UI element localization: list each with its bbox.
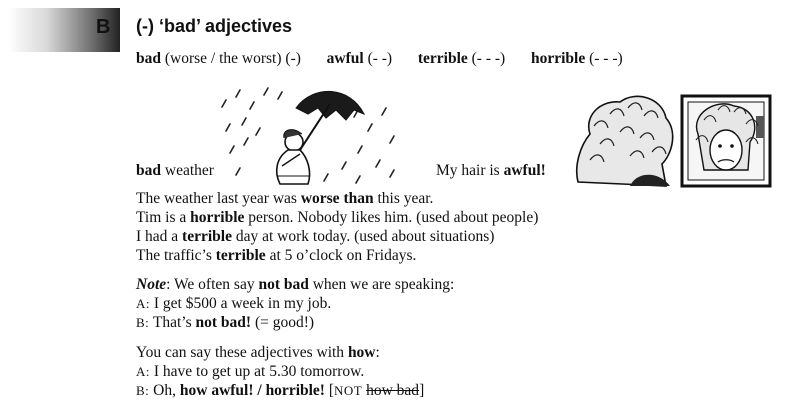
- how-line: [136, 343, 424, 362]
- dialogue-line-a: [136, 294, 454, 313]
- caption-hair-awful: [436, 161, 546, 180]
- speaker-label: B:: [136, 383, 150, 398]
- how-bold: how: [347, 344, 376, 361]
- sentence-bold: worse than: [300, 190, 374, 207]
- dialogue-text: Oh,: [149, 382, 180, 399]
- scale-word: terrible: [417, 50, 468, 67]
- section-title: (-) ‘bad’ adjectives: [136, 16, 293, 36]
- example-sentences: [136, 189, 538, 265]
- struck-phrase: how bad: [366, 382, 420, 399]
- sentence-text: The traffic’s: [136, 247, 216, 264]
- example-sentence: [136, 208, 538, 227]
- scale-note: (- - -): [589, 50, 623, 67]
- sentence-text: this year.: [373, 190, 434, 207]
- dialogue-text: That’s: [149, 314, 196, 331]
- bracket: [: [324, 382, 335, 399]
- bad-hair-illustration: [570, 86, 776, 190]
- scale-word: awful: [326, 50, 364, 67]
- how-text: :: [375, 344, 380, 361]
- scale-word: bad: [136, 50, 161, 67]
- scale-note: (worse / the worst) (-): [164, 50, 301, 67]
- dialogue-line-b: [136, 313, 454, 332]
- scale-note: (- - -): [471, 50, 506, 67]
- caption-text: weather: [161, 162, 214, 179]
- sentence-text: day at work today. (used about situations): [231, 228, 495, 245]
- note-text: : We often say: [166, 276, 259, 293]
- sentence-text: person. Nobody likes him. (used about people): [244, 209, 539, 226]
- sentence-bold: horrible: [190, 209, 245, 226]
- dialogue-line-b: [136, 381, 424, 400]
- sentence-bold: terrible: [215, 247, 266, 264]
- sentence-text: I had a: [136, 228, 183, 245]
- caption-bold: awful!: [503, 162, 546, 179]
- sentence-text: The weather last year was: [136, 190, 301, 207]
- dialogue-text: (= good!): [251, 314, 315, 331]
- sentence-bold: terrible: [182, 228, 232, 245]
- sentence-text: at 5 o’clock on Fridays.: [265, 247, 417, 264]
- example-sentence: [136, 227, 538, 246]
- note-label: Note: [136, 276, 167, 293]
- dialogue-bold: how awful! / horrible!: [179, 382, 325, 399]
- scale-word: horrible: [530, 50, 586, 67]
- note-line: [136, 275, 454, 294]
- section-letter: B: [96, 16, 111, 38]
- scale-note: (- -): [367, 50, 393, 67]
- how-text: You can say these adjectives with: [136, 344, 348, 361]
- dialogue-bold: not bad!: [195, 314, 252, 331]
- speaker-label: A:: [136, 364, 150, 379]
- dialogue-text: I have to get up at 5.30 tomorrow.: [150, 363, 365, 380]
- note-bold: not bad: [258, 276, 309, 293]
- caption-bad-weather: [136, 161, 214, 180]
- speaker-label: A:: [136, 296, 150, 311]
- speaker-label: B:: [136, 315, 150, 330]
- adjective-scale: [136, 49, 623, 68]
- example-sentence: [136, 246, 538, 265]
- note-block: [136, 275, 454, 332]
- note-text: when we are speaking:: [308, 276, 455, 293]
- caption-text: My hair is: [436, 162, 504, 179]
- bracket: ]: [419, 382, 425, 399]
- dialogue-line-a: [136, 362, 424, 381]
- rain-umbrella-illustration: [218, 80, 408, 188]
- not-marker: NOT: [334, 383, 363, 398]
- sentence-text: Tim is a: [136, 209, 191, 226]
- dialogue-text: I get $500 a week in my job.: [150, 295, 332, 312]
- caption-bold: bad: [136, 162, 161, 179]
- example-sentence: [136, 189, 538, 208]
- how-block: [136, 343, 424, 400]
